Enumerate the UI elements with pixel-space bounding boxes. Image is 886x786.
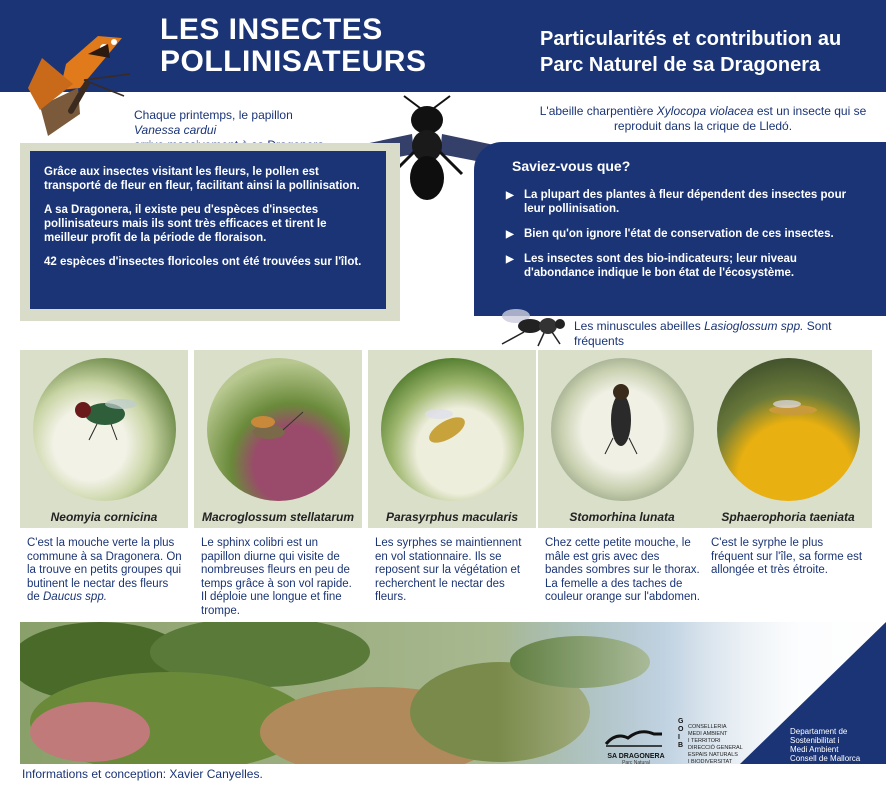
species-description: Chez cette petite mouche, le mâle est gris avec des bandes sombres sur le thorax. La femelle a des taches de couleur orange sur l'abdomen. [538,528,706,618]
fact-item: ▶ La plupart des plantes à fleur dépendent des insectes pour leur pollinisation. [524,188,866,216]
info-paragraph: 42 espèces d'insectes floricoles ont été trouvées sur l'îlot. [44,256,362,268]
species-card [538,350,706,618]
butterfly-caption: Chaque printemps, le papillon Vanessa cardui [134,108,293,137]
species-photo [551,358,694,501]
species-photo [33,358,176,501]
species-card [20,350,188,618]
dragonera-logo-mark [604,724,664,748]
species-name: Sphaerophoria taeniata [721,510,855,524]
carpenter-bee-caption: L'abeille charpentière Xylocopa violacea est un insecte qui se reproduit dans la crique de Lledó. [539,104,867,133]
species-card [704,350,872,618]
landscape-photo [20,622,886,764]
small-bee-caption: Les minuscules abeilles Lasioglossum spp. Sont fréquents [574,319,832,348]
species-card [194,350,362,618]
species-photo [207,358,350,501]
info-box [30,151,386,309]
dragonera-logo: SA DRAGONERA Parc Natural [604,724,668,766]
species-description: Les syrphes se maintiennent en vol stationnaire. Ils se reposent sur la végétation et recherchent le nectar des fleurs. [368,528,536,618]
credits: Informations et conception: Xavier Canyelles. [22,767,263,781]
species-name: Stomorhina lunata [569,510,675,524]
govern-logo: G O I B [678,718,684,749]
species-photo [381,358,524,501]
species-card [368,350,536,618]
small-bee-image [494,302,568,348]
page-subtitle: Particularités et contribution au Parc Naturel de sa Dragonera [540,28,842,76]
info-paragraph: A sa Dragonera, il existe peu d'espèces d'insectes pollinisateurs mais ils sont très efficaces et tirent le meilleur profit de la période de floraison. [44,204,327,244]
fact-item: ▶ Les insectes sont des bio-indicateurs; leur niveau d'abondance indique le bon état de l'écosystème. [524,252,866,280]
species-description: C'est la mouche verte la plus commune à sa Dragonera. On la trouve en petits groupes qui butinent le nectar des fleurs de Daucus spp. [20,528,188,618]
fact-item: ▶ Bien qu'on ignore l'état de conservation de ces insectes. [524,227,866,241]
species-name: Macroglossum stellatarum [201,510,355,524]
did-you-know-title: Saviez-vous que? [512,158,631,174]
info-paragraph: Grâce aux insectes visitant les fleurs, le pollen est transporté de fleur en fleur, facilitant ainsi la pollinisation. [44,166,360,192]
species-description: Le sphinx colibri est un papillon diurne qui visite de nombreuses fleurs en peu de temps grâce à son vol rapide. Il déploie une longue et fine trompe. [194,528,362,618]
species-name: Parasyrphus macularis [385,510,519,524]
species-photo [717,358,860,501]
butterfly-image [18,18,138,140]
conselleria-logo: CONSELLERIA MEDI AMBIENT I TERRITORI DIRECCIÓ GENERAL ESPAIS NATURALS I BIODIVERSITAT [688,724,743,765]
did-you-know-box [474,142,886,316]
page-title: LES INSECTES POLLINISATEURS [160,13,427,78]
consell-logo: Departament de Sostenibilitat i Medi Ambient Consell de Mallorca [790,727,861,763]
species-name: Neomyia cornicina [50,510,158,524]
species-description: C'est le syrphe le plus fréquent sur l'île, sa forme est allongée et très étroite. [704,528,872,618]
